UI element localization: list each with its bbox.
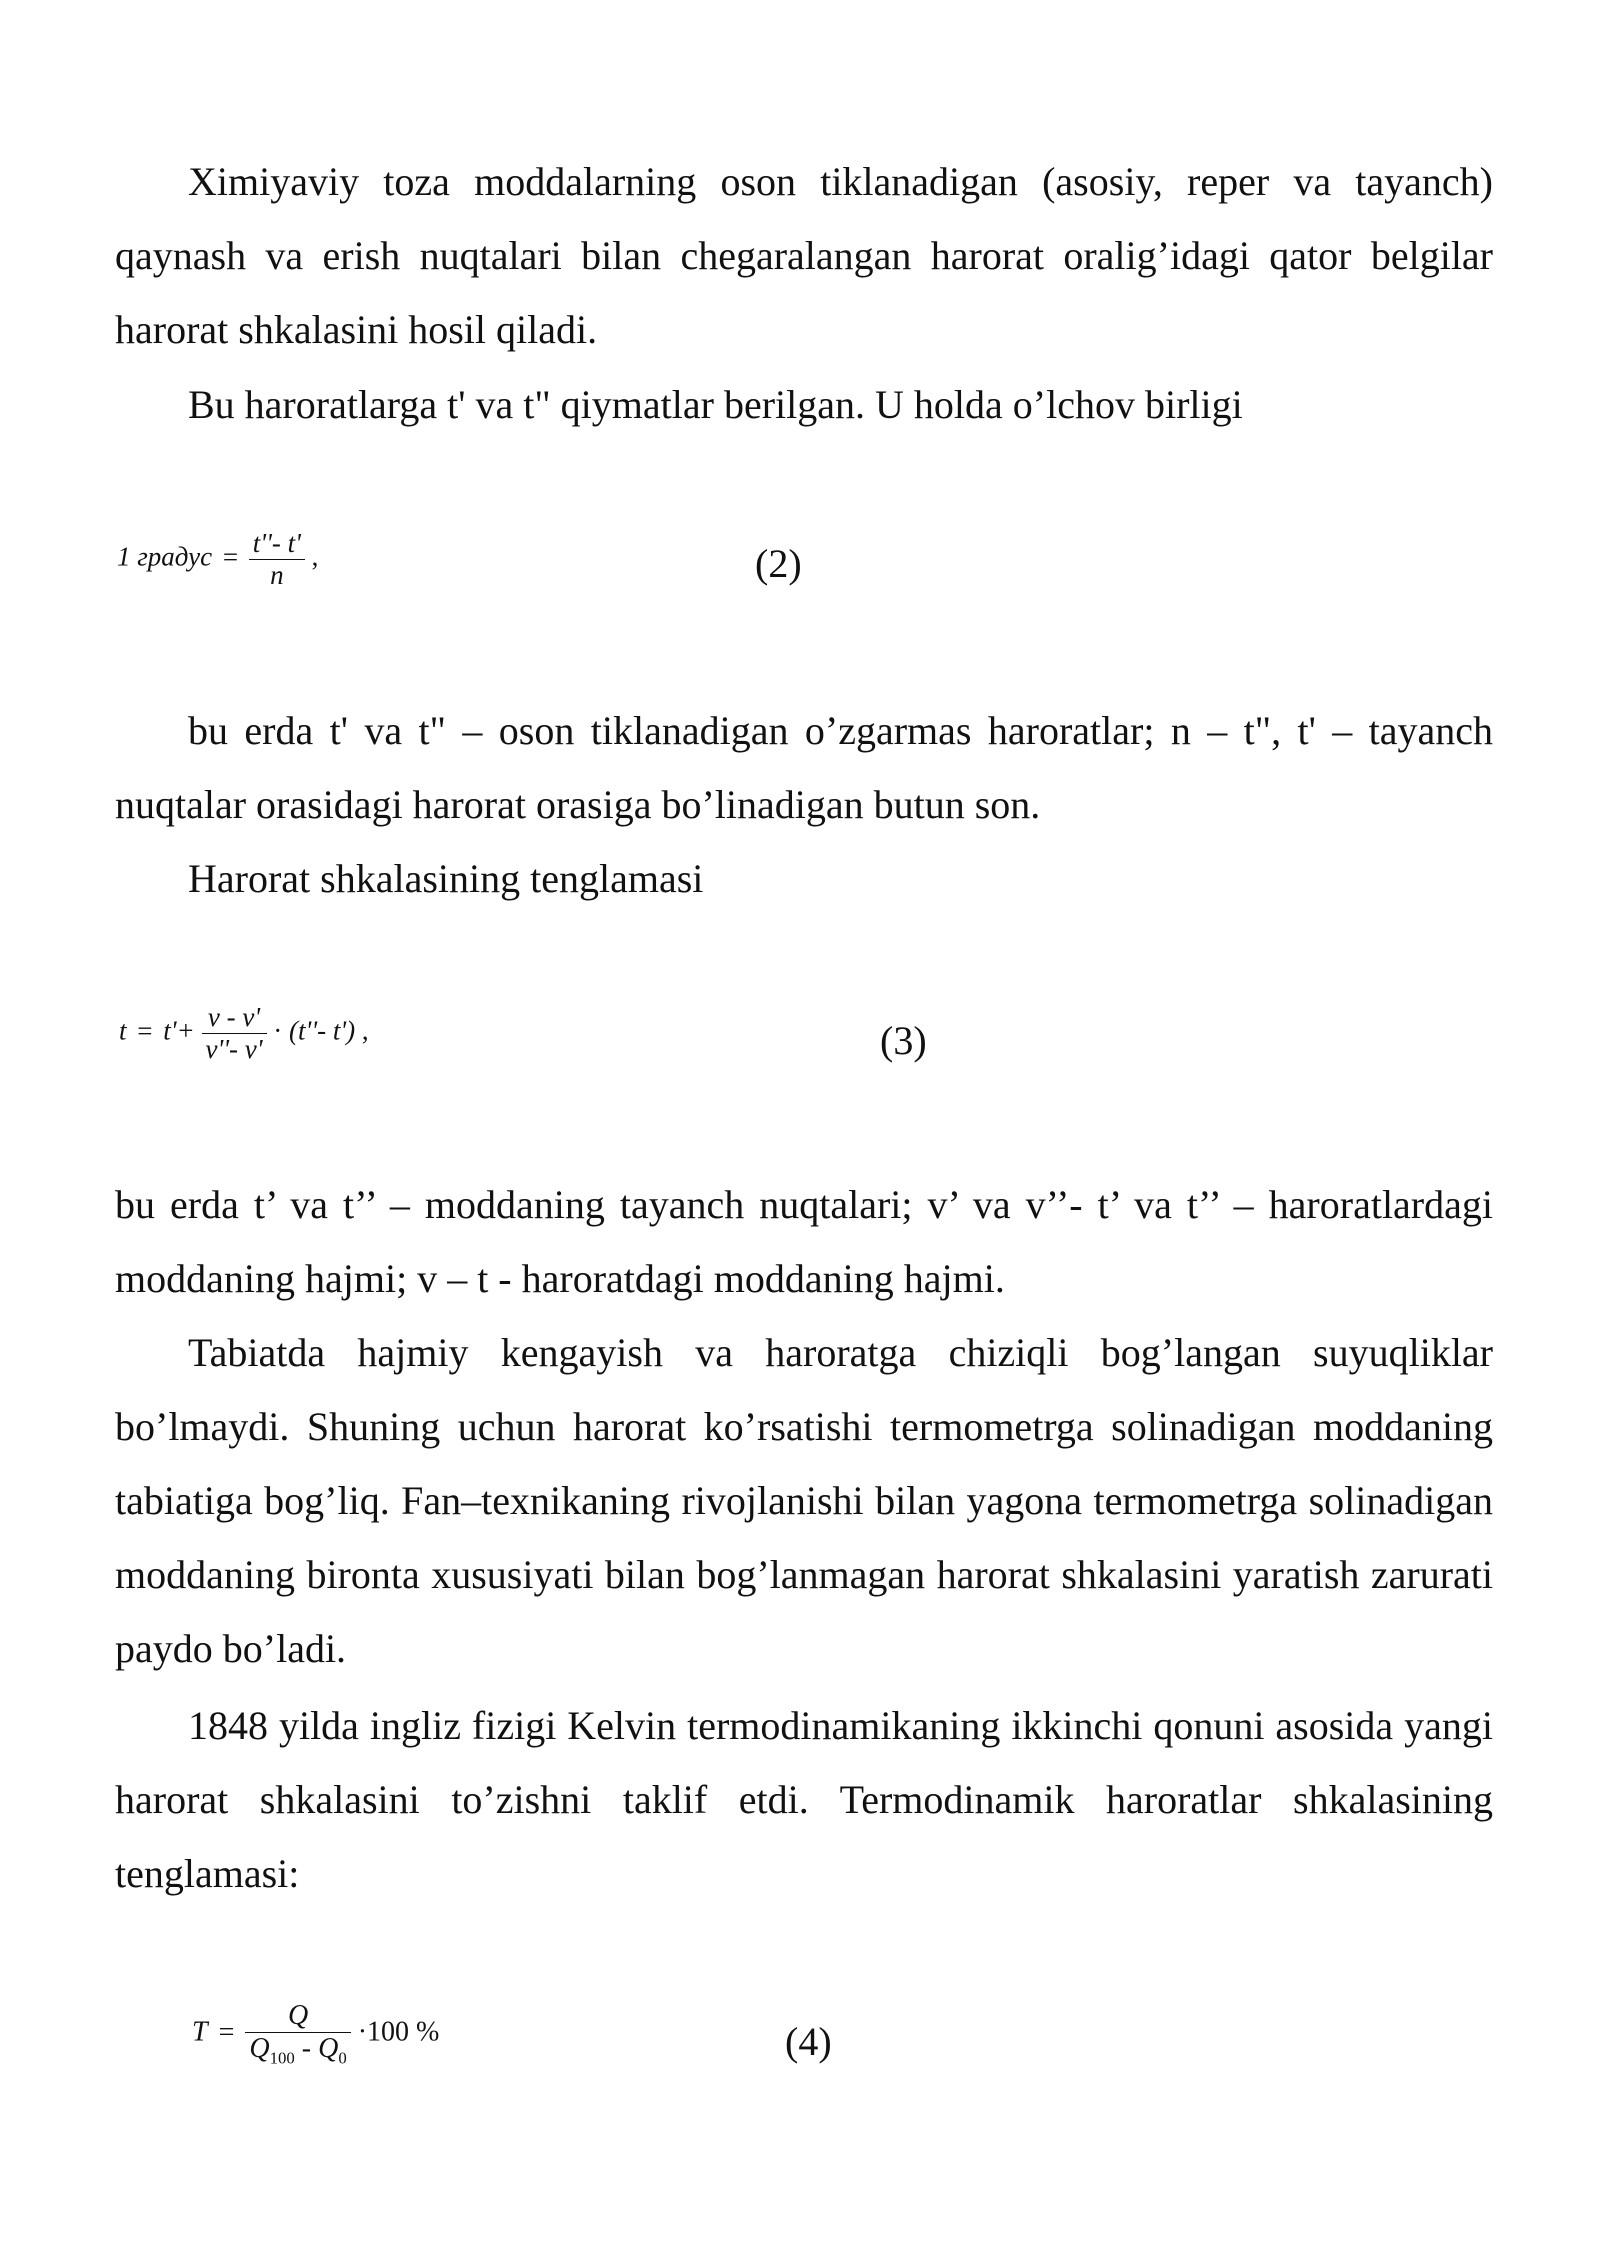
formula-4-den-q1: Q [249, 2033, 270, 2064]
formula-3-fraction [202, 1002, 267, 1065]
paragraph-7: 1848 yilda ingliz fizigi Kelvin termodinamikaning ikkinchi qonuni asosida yangi harorat shkalasini to’zishni taklif etdi. Termodinamik haroratlar shkalasining tenglamasi: [115, 1703, 1493, 1896]
formula-3-numerator: v - v' [207, 1002, 261, 1032]
formula-3-t1: t'+ [163, 1015, 195, 1046]
formula-4-den-q2: Q [318, 2033, 339, 2064]
formula-2-fraction [249, 528, 305, 591]
paragraph-2: Bu haroratlarga t' va t" qiymatlar berilgan. U holda o’lchov birligi [188, 382, 1243, 427]
paragraph-4: Harorat shkalasining tenglamasi [188, 856, 704, 901]
formula-4-numerator: Q [287, 2000, 309, 2031]
formula-4-tail: ·100 % [357, 2016, 440, 2048]
formula-4 [192, 2000, 439, 2069]
formula-3-lhs: t [119, 1015, 127, 1046]
formula-4-fraction [245, 2000, 350, 2069]
formula-2-denominator: n [249, 559, 305, 591]
equation-number-4: (4) [785, 2019, 832, 2064]
formula-4-den-minus: - [294, 2033, 319, 2064]
formula-2-eq: = [222, 541, 239, 572]
paragraph-3: bu erda t' va t" – oson tiklanadigan o’zgarmas haroratlar; n – t", t' – tayanch nuqtalar orasidagi harorat orasiga bo’linadigan butun son. [115, 708, 1493, 827]
formula-4-denominator [245, 2032, 350, 2069]
formula-2-numerator: t''- t' [252, 528, 301, 558]
formula-3-dot: · [273, 1015, 283, 1046]
formula-4-den-sub1: 100 [269, 2048, 295, 2068]
formula-4-den-sub2: 0 [338, 2048, 347, 2068]
paragraph-5: bu erda t’ va t’’ – moddaning tayanch nuqtalari; v’ va v’’- t’ va t’’ – haroratlardagi moddaning hajmi; v – t - haroratdagi moddaning hajmi. [115, 1182, 1493, 1301]
formula-2-comma: , [311, 541, 319, 572]
equation-number-2: (2) [755, 541, 802, 586]
formula-4-lhs: T [192, 2016, 208, 2048]
formula-2 [117, 528, 318, 591]
formula-3-denominator: v''- v' [202, 1033, 267, 1065]
paragraph-1: Ximiyaviy toza moddalarning oson tiklanadigan (asosiy, reper va tayanch) qaynash va erish nuqtalari bilan chegaralangan harorat oralig’idagi qator belgilar harorat shkalasini hosil qiladi. [115, 159, 1493, 352]
equation-number-3: (3) [880, 1018, 927, 1063]
formula-3 [119, 1002, 369, 1065]
formula-3-paren: (t''- t') [289, 1015, 356, 1046]
paragraph-6: Tabiatda hajmiy kengayish va haroratga chiziqli bog’langan suyuqliklar bo’lmaydi. Shuning uchun harorat ko’rsatishi termometrga solinadigan moddaning tabiatiga bog’liq. Fan–texnikaning rivojlanishi bilan yagona termometrga solinadigan moddaning bironta xususiyati bilan bog’lanmagan harorat shkalasini yaratish zarurati paydo bo’ladi. [115, 1330, 1493, 1671]
formula-3-eq: = [137, 1015, 153, 1046]
formula-4-eq: = [218, 2016, 235, 2048]
formula-3-comma: , [361, 1015, 369, 1046]
formula-2-lhs: 1 градус [117, 541, 213, 572]
